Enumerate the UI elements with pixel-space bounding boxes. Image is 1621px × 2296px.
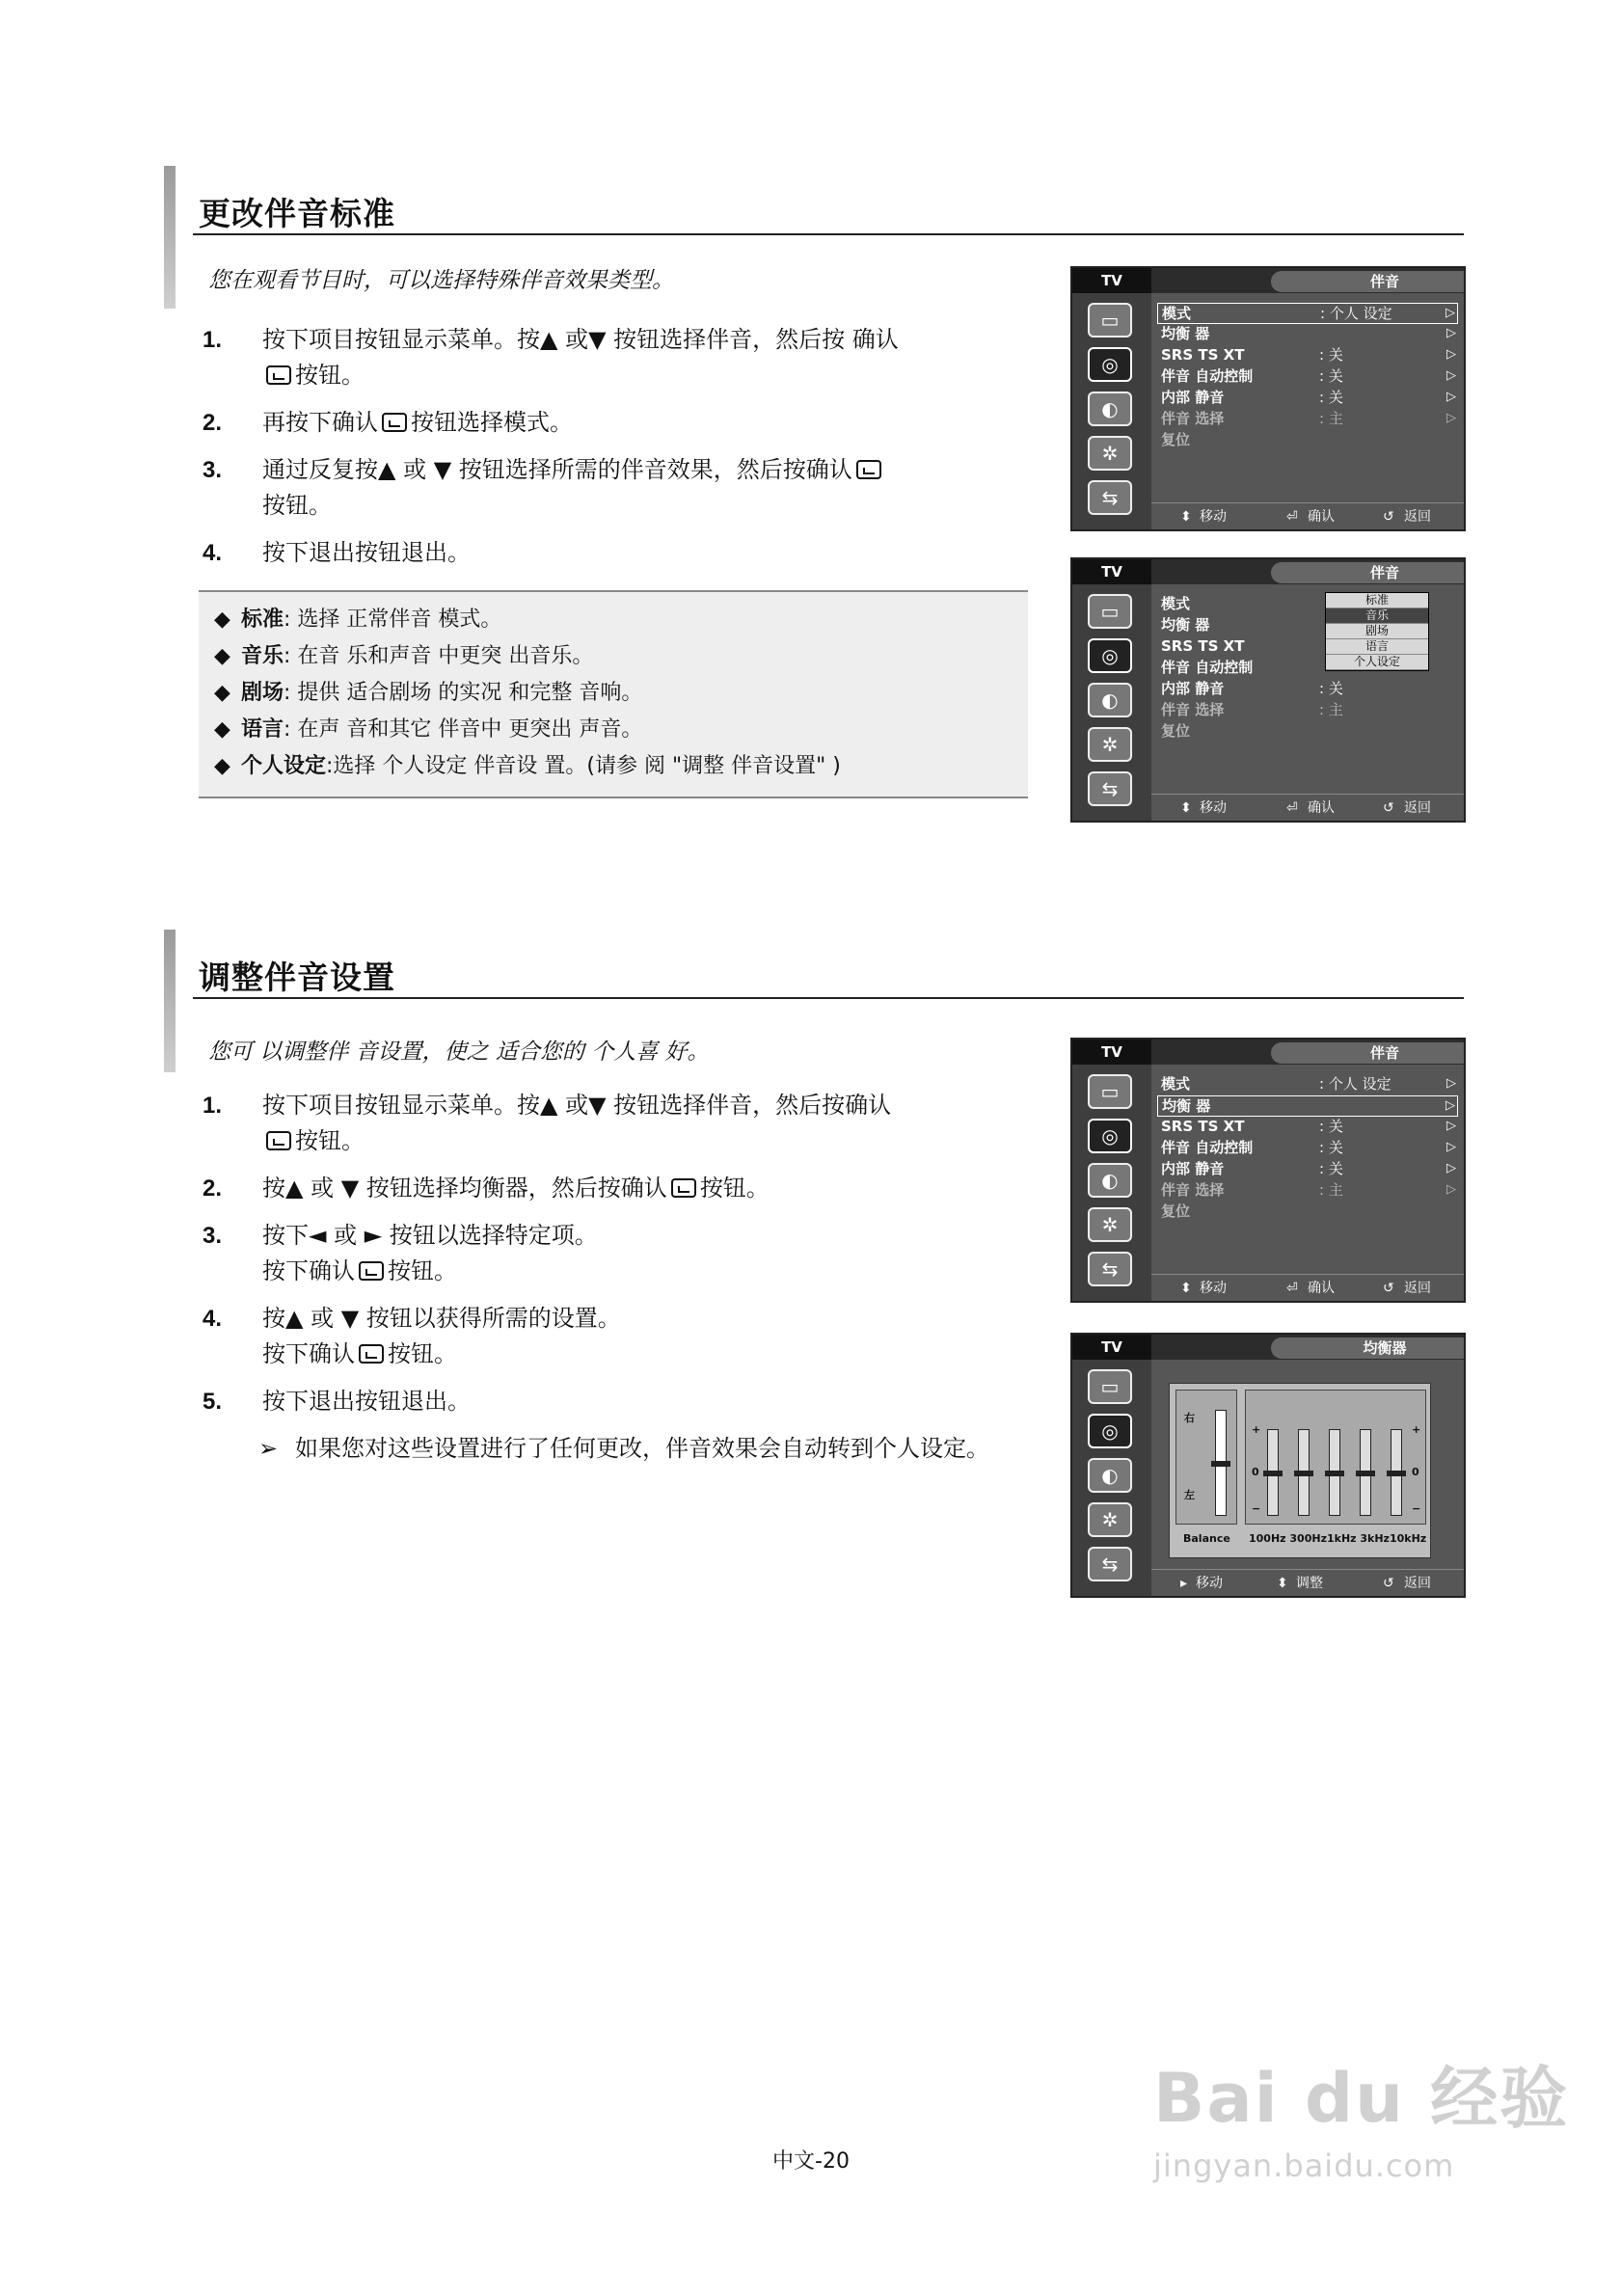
option-item bbox=[212, 602, 1014, 638]
balance-left-label: 左 bbox=[1184, 1489, 1195, 1501]
osd-sidebar bbox=[1072, 1040, 1151, 1301]
footer-enter: 确认 bbox=[1308, 509, 1335, 525]
row-arrow-icon: ▷ bbox=[1446, 411, 1456, 425]
row-arrow-icon: ▷ bbox=[1446, 390, 1456, 404]
eq-slider-300hz[interactable] bbox=[1298, 1429, 1310, 1516]
step-text: 按钮。 bbox=[699, 1175, 770, 1202]
setup-icon: ✲ bbox=[1088, 1207, 1132, 1242]
balance-right-label: 右 bbox=[1184, 1412, 1195, 1424]
row-label: 内部 静音 bbox=[1161, 1160, 1225, 1177]
osd-sidebar bbox=[1072, 559, 1151, 821]
baidu-watermark bbox=[1153, 2044, 1569, 2184]
enter-icon: ⏎ bbox=[1286, 1281, 1298, 1296]
menu-row-internal-mute[interactable] bbox=[1157, 679, 1458, 700]
step-item bbox=[203, 535, 1013, 571]
setup-icon: ✲ bbox=[1088, 1502, 1132, 1537]
return-icon: ↺ bbox=[1383, 800, 1394, 816]
step-number: 2. bbox=[203, 1175, 223, 1202]
eq-bands-control bbox=[1245, 1390, 1426, 1525]
step-number: 3. bbox=[203, 457, 223, 483]
osd-menu-title: 伴音 bbox=[1271, 562, 1466, 583]
step-text: 按▲ 或 ▼ 按钮以获得所需的设置。 bbox=[262, 1305, 621, 1332]
option-desc: : 提供 适合剧场 的实况 和完整 音响。 bbox=[284, 681, 643, 705]
dropdown-option[interactable]: 剧场 bbox=[1326, 624, 1428, 639]
eq-zero-label: 0 bbox=[1412, 1466, 1419, 1478]
row-arrow-icon: ▷ bbox=[1446, 1140, 1456, 1154]
step-item bbox=[203, 405, 1013, 441]
row-arrow-icon: ▷ bbox=[1446, 1161, 1456, 1175]
option-item bbox=[212, 712, 1014, 748]
osd-footer bbox=[1151, 502, 1464, 529]
step-text: 按下项目按钮显示菜单。按▲ 或▼ 按钮选择伴音，然后按确认 bbox=[262, 1092, 892, 1119]
slider-knob[interactable] bbox=[1325, 1471, 1344, 1476]
step-text: 按钮。 bbox=[295, 362, 365, 389]
menu-row-auto-volume[interactable] bbox=[1157, 1138, 1458, 1159]
eq-plus-label: + bbox=[1252, 1423, 1261, 1436]
step-text: 按钮。 bbox=[388, 1257, 457, 1284]
section-1-steps bbox=[203, 322, 1013, 582]
row-value: : 个人 设定 bbox=[1319, 1075, 1391, 1093]
row-value: : 个人 设定 bbox=[1320, 305, 1392, 322]
row-value: : 关 bbox=[1319, 1139, 1343, 1156]
step-text: 按下项目按钮显示菜单。按▲ 或▼ 按钮选择伴音，然后按 确认 bbox=[262, 326, 899, 353]
balance-control bbox=[1175, 1390, 1237, 1525]
slider-knob[interactable] bbox=[1387, 1471, 1406, 1476]
osd-equalizer bbox=[1070, 1333, 1466, 1598]
row-arrow-icon: ▷ bbox=[1446, 1076, 1456, 1091]
setup-icon: ✲ bbox=[1088, 436, 1132, 471]
row-arrow-icon: ▷ bbox=[1445, 306, 1455, 320]
row-label: 模式 bbox=[1162, 305, 1192, 322]
menu-row-internal-mute[interactable] bbox=[1157, 1159, 1458, 1180]
sound-icon: ◎ bbox=[1088, 1414, 1132, 1448]
menu-row-internal-mute[interactable] bbox=[1157, 388, 1458, 409]
step-text: 按下确认 bbox=[262, 1340, 355, 1367]
eq-panel bbox=[1169, 1383, 1431, 1558]
note-arrow-icon: ➢ bbox=[258, 1435, 279, 1462]
enter-icon bbox=[856, 460, 881, 479]
footer-adjust: 调整 bbox=[1296, 1576, 1323, 1591]
channel-icon: ◐ bbox=[1088, 392, 1132, 426]
osd-menu-list bbox=[1157, 1074, 1458, 1223]
row-arrow-icon: ▷ bbox=[1446, 1182, 1456, 1197]
tv-label: TV bbox=[1072, 268, 1151, 293]
section-2-title: 调整伴音设置 bbox=[199, 959, 395, 996]
input-icon: ⇆ bbox=[1088, 480, 1132, 515]
eq-slider-3khz[interactable] bbox=[1360, 1429, 1371, 1516]
slider-knob[interactable] bbox=[1294, 1471, 1313, 1476]
return-icon: ↺ bbox=[1383, 1281, 1394, 1296]
diamond-bullet-icon: ◆ bbox=[214, 754, 230, 778]
osd-footer bbox=[1151, 1569, 1464, 1596]
row-label: 复位 bbox=[1161, 431, 1191, 448]
step-text: 按钮。 bbox=[295, 1127, 365, 1154]
menu-row-mode[interactable] bbox=[1157, 1074, 1458, 1095]
enter-icon bbox=[266, 1131, 291, 1150]
step-item bbox=[203, 322, 1013, 393]
channel-icon: ◐ bbox=[1088, 683, 1132, 717]
slider-knob[interactable] bbox=[1211, 1461, 1230, 1467]
sound-icon: ◎ bbox=[1088, 347, 1132, 382]
row-arrow-icon: ▷ bbox=[1445, 1098, 1455, 1113]
channel-icon: ◐ bbox=[1088, 1458, 1132, 1493]
section-bar bbox=[164, 166, 176, 309]
step-number: 4. bbox=[203, 540, 223, 566]
osd-sidebar bbox=[1072, 1335, 1151, 1596]
menu-row-reset[interactable] bbox=[1157, 430, 1458, 451]
input-icon: ⇆ bbox=[1088, 1547, 1132, 1581]
enter-icon: ⏎ bbox=[1286, 509, 1298, 525]
step-number: 3. bbox=[203, 1223, 223, 1249]
diamond-bullet-icon: ◆ bbox=[214, 681, 230, 705]
input-icon: ⇆ bbox=[1088, 1252, 1132, 1286]
picture-icon: ▭ bbox=[1088, 303, 1132, 338]
eq-slider-10khz[interactable] bbox=[1391, 1429, 1402, 1516]
osd-footer bbox=[1151, 794, 1464, 821]
osd-sidebar bbox=[1072, 268, 1151, 529]
setup-icon: ✲ bbox=[1088, 727, 1132, 762]
menu-row-sound-select[interactable] bbox=[1157, 409, 1458, 430]
section-2-subtitle: 您可 以调整伴 音设置，使之 适合您的 个人喜 好。 bbox=[208, 1040, 710, 1065]
slider-knob[interactable] bbox=[1356, 1471, 1375, 1476]
option-key: 剧场 bbox=[241, 681, 284, 705]
footer-return: 返回 bbox=[1404, 509, 1431, 525]
step-text: 按下退出按钮退出。 bbox=[262, 1388, 471, 1415]
sound-icon: ◎ bbox=[1088, 638, 1132, 673]
row-label: 伴音 选择 bbox=[1161, 701, 1225, 718]
eq-plus-label: + bbox=[1412, 1423, 1421, 1436]
osd-footer bbox=[1151, 1274, 1464, 1301]
menu-row-srs[interactable] bbox=[1157, 345, 1458, 366]
enter-icon bbox=[382, 413, 407, 432]
eq-bands-label: 100Hz 300Hz1kHz 3kHz10kHz bbox=[1249, 1532, 1427, 1545]
updown-icon: ⬍ bbox=[1180, 800, 1192, 816]
step-text: 按钮选择模式。 bbox=[411, 409, 573, 436]
channel-icon: ◐ bbox=[1088, 1163, 1132, 1198]
step-text: 按下退出按钮退出。 bbox=[262, 539, 471, 566]
enter-icon bbox=[266, 365, 291, 385]
step-item bbox=[203, 1171, 1013, 1206]
section-1-subtitle: 您在观看节目时，可以选择特殊伴音效果类型。 bbox=[208, 268, 674, 293]
picture-icon: ▭ bbox=[1088, 1074, 1132, 1109]
row-value: : 主 bbox=[1319, 701, 1343, 718]
row-label: 模式 bbox=[1161, 1075, 1191, 1093]
mode-dropdown[interactable] bbox=[1325, 592, 1429, 671]
footer-move: 移动 bbox=[1200, 800, 1227, 816]
osd-sound-menu-3 bbox=[1070, 1038, 1466, 1303]
watermark-url: jingyan.baidu.com bbox=[1153, 2147, 1455, 2184]
row-value: : 关 bbox=[1319, 680, 1343, 697]
row-label: 均衡 器 bbox=[1161, 325, 1210, 342]
balance-slider[interactable] bbox=[1215, 1410, 1227, 1516]
right-arrow-icon: ▸ bbox=[1180, 1576, 1188, 1591]
step-text: 按下确认 bbox=[262, 1257, 355, 1284]
page-number: 中文-20 bbox=[772, 2149, 850, 2174]
option-item bbox=[212, 748, 1014, 785]
row-value: : 关 bbox=[1319, 1118, 1343, 1135]
eq-zero-label: 0 bbox=[1252, 1466, 1259, 1478]
enter-icon: ⏎ bbox=[1286, 800, 1298, 816]
osd-sound-menu-1 bbox=[1070, 266, 1466, 531]
step-item bbox=[203, 452, 1013, 524]
sound-icon: ◎ bbox=[1088, 1119, 1132, 1153]
row-arrow-icon: ▷ bbox=[1446, 347, 1456, 362]
enter-icon bbox=[359, 1344, 384, 1364]
osd-eq-title: 均衡器 bbox=[1271, 1337, 1466, 1359]
step-number: 2. bbox=[203, 410, 223, 436]
step-item bbox=[203, 1301, 1013, 1372]
option-desc: : 选择 正常伴音 模式。 bbox=[284, 608, 502, 632]
step-item bbox=[203, 1088, 1013, 1159]
option-key: 语言 bbox=[241, 717, 284, 742]
option-item bbox=[212, 675, 1014, 712]
row-value: : 关 bbox=[1319, 367, 1343, 385]
return-icon: ↺ bbox=[1383, 1576, 1394, 1591]
dropdown-option[interactable]: 个人设定 bbox=[1326, 655, 1428, 670]
eq-minus-label: − bbox=[1252, 1502, 1261, 1515]
osd-title-bar bbox=[1151, 559, 1464, 584]
step-text: 按下◄ 或 ► 按钮以选择特定项。 bbox=[262, 1222, 598, 1249]
menu-row-reset[interactable] bbox=[1157, 721, 1458, 743]
menu-row-sound-select[interactable] bbox=[1157, 1180, 1458, 1202]
option-desc: :选择 个人设定 伴音设 置。(请参 阅 "调整 伴音设置" ) bbox=[326, 754, 841, 778]
eq-slider-1khz[interactable] bbox=[1329, 1429, 1340, 1516]
tv-label: TV bbox=[1072, 1335, 1151, 1360]
row-label: 内部 静音 bbox=[1161, 680, 1225, 697]
row-value: : 主 bbox=[1319, 1181, 1343, 1199]
sound-mode-options bbox=[199, 590, 1028, 798]
row-value: : 关 bbox=[1319, 389, 1343, 406]
dropdown-option[interactable]: 标准 bbox=[1326, 593, 1428, 608]
enter-icon bbox=[359, 1261, 384, 1281]
step-text: 按▲ 或 ▼ 按钮选择均衡器，然后按确认 bbox=[262, 1175, 667, 1202]
row-label: 伴音 选择 bbox=[1161, 1181, 1225, 1199]
menu-row-sound-select[interactable] bbox=[1157, 700, 1458, 721]
section-1-title: 更改伴音标准 bbox=[199, 195, 395, 232]
dropdown-option[interactable]: 语言 bbox=[1326, 639, 1428, 655]
row-label: SRS TS XT bbox=[1161, 346, 1245, 364]
osd-menu-title: 伴音 bbox=[1271, 271, 1466, 292]
picture-icon: ▭ bbox=[1088, 594, 1132, 629]
footer-enter: 确认 bbox=[1308, 1281, 1335, 1296]
dropdown-option[interactable]: 音乐 bbox=[1326, 608, 1428, 624]
row-label: 伴音 自动控制 bbox=[1161, 367, 1254, 385]
step-text: 再按下确认 bbox=[262, 409, 378, 436]
osd-menu-title: 伴音 bbox=[1271, 1042, 1466, 1064]
watermark-logo: Bai du 经验 bbox=[1153, 2059, 1570, 2138]
row-label: SRS TS XT bbox=[1161, 637, 1245, 655]
osd-title-bar bbox=[1151, 1040, 1464, 1065]
row-label: 伴音 自动控制 bbox=[1161, 1139, 1254, 1156]
section-rule bbox=[193, 233, 1464, 235]
input-icon: ⇆ bbox=[1088, 771, 1132, 806]
option-key: 音乐 bbox=[241, 644, 284, 668]
row-label: 复位 bbox=[1161, 1202, 1191, 1220]
menu-row-srs[interactable] bbox=[1157, 1117, 1458, 1138]
slider-knob[interactable] bbox=[1263, 1471, 1283, 1476]
row-label: 均衡 器 bbox=[1162, 1097, 1211, 1115]
row-value: : 关 bbox=[1319, 1160, 1343, 1177]
footer-return: 返回 bbox=[1404, 1281, 1431, 1296]
step-number: 1. bbox=[203, 327, 223, 353]
row-arrow-icon: ▷ bbox=[1446, 368, 1456, 383]
row-label: 伴音 自动控制 bbox=[1161, 659, 1254, 676]
footer-move: 移动 bbox=[1200, 1281, 1227, 1296]
step-item bbox=[203, 1218, 1013, 1289]
option-item bbox=[212, 638, 1014, 675]
row-label: 内部 静音 bbox=[1161, 389, 1225, 406]
step-item bbox=[203, 1384, 1013, 1419]
step-text: 按钮。 bbox=[388, 1340, 457, 1367]
step-text: 通过反复按▲ 或 ▼ 按钮选择所需的伴音效果，然后按确认 bbox=[262, 456, 852, 483]
step-text: 按钮。 bbox=[262, 492, 332, 519]
osd-menu-list bbox=[1157, 303, 1458, 451]
updown-icon: ⬍ bbox=[1277, 1576, 1288, 1591]
footer-return: 返回 bbox=[1404, 1576, 1431, 1591]
footer-move: 移动 bbox=[1200, 509, 1227, 525]
menu-row-mode[interactable] bbox=[1157, 303, 1458, 324]
tv-label: TV bbox=[1072, 559, 1151, 584]
diamond-bullet-icon: ◆ bbox=[214, 608, 230, 632]
tv-label: TV bbox=[1072, 1040, 1151, 1065]
option-desc: : 在声 音和其它 伴音中 更突出 声音。 bbox=[284, 717, 643, 742]
updown-icon: ⬍ bbox=[1180, 1281, 1192, 1296]
menu-row-equalizer[interactable] bbox=[1157, 1095, 1458, 1117]
footer-return: 返回 bbox=[1404, 800, 1431, 816]
note bbox=[203, 1431, 1013, 1467]
step-number: 5. bbox=[203, 1389, 223, 1415]
updown-icon: ⬍ bbox=[1180, 509, 1192, 525]
section-2-steps bbox=[203, 1088, 1013, 1467]
menu-row-auto-volume[interactable] bbox=[1157, 366, 1458, 388]
option-key: 个人设定 bbox=[241, 754, 327, 778]
step-number: 1. bbox=[203, 1093, 223, 1119]
diamond-bullet-icon: ◆ bbox=[214, 717, 230, 742]
enter-icon bbox=[671, 1178, 696, 1198]
row-label: 均衡 器 bbox=[1161, 616, 1210, 634]
section-bar bbox=[164, 930, 176, 1072]
row-value: : 关 bbox=[1319, 346, 1343, 364]
return-icon: ↺ bbox=[1383, 509, 1394, 525]
footer-enter: 确认 bbox=[1308, 800, 1335, 816]
osd-title-bar bbox=[1151, 268, 1464, 293]
step-number: 4. bbox=[203, 1306, 223, 1332]
option-desc: : 在音 乐和声音 中更突 出音乐。 bbox=[284, 644, 594, 668]
row-label: 模式 bbox=[1161, 595, 1191, 612]
menu-row-equalizer[interactable] bbox=[1157, 324, 1458, 345]
row-label: 复位 bbox=[1161, 722, 1191, 740]
section-rule bbox=[193, 997, 1464, 999]
row-arrow-icon: ▷ bbox=[1446, 326, 1456, 340]
diamond-bullet-icon: ◆ bbox=[214, 644, 230, 668]
eq-slider-100hz[interactable] bbox=[1267, 1429, 1279, 1516]
row-label: 伴音 选择 bbox=[1161, 410, 1225, 427]
eq-minus-label: − bbox=[1412, 1502, 1421, 1515]
footer-move: 移动 bbox=[1196, 1576, 1223, 1591]
row-value: : 主 bbox=[1319, 410, 1343, 427]
balance-label: Balance bbox=[1183, 1532, 1230, 1545]
row-label: SRS TS XT bbox=[1161, 1118, 1245, 1135]
row-arrow-icon: ▷ bbox=[1446, 1119, 1456, 1133]
option-key: 标准 bbox=[241, 608, 284, 632]
menu-row-reset[interactable] bbox=[1157, 1202, 1458, 1223]
osd-sound-menu-2 bbox=[1070, 557, 1466, 823]
picture-icon: ▭ bbox=[1088, 1369, 1132, 1404]
note-text: 如果您对这些设置进行了任何更改，伴音效果会自动转到个人设定。 bbox=[295, 1435, 989, 1462]
osd-title-bar bbox=[1151, 1335, 1464, 1360]
